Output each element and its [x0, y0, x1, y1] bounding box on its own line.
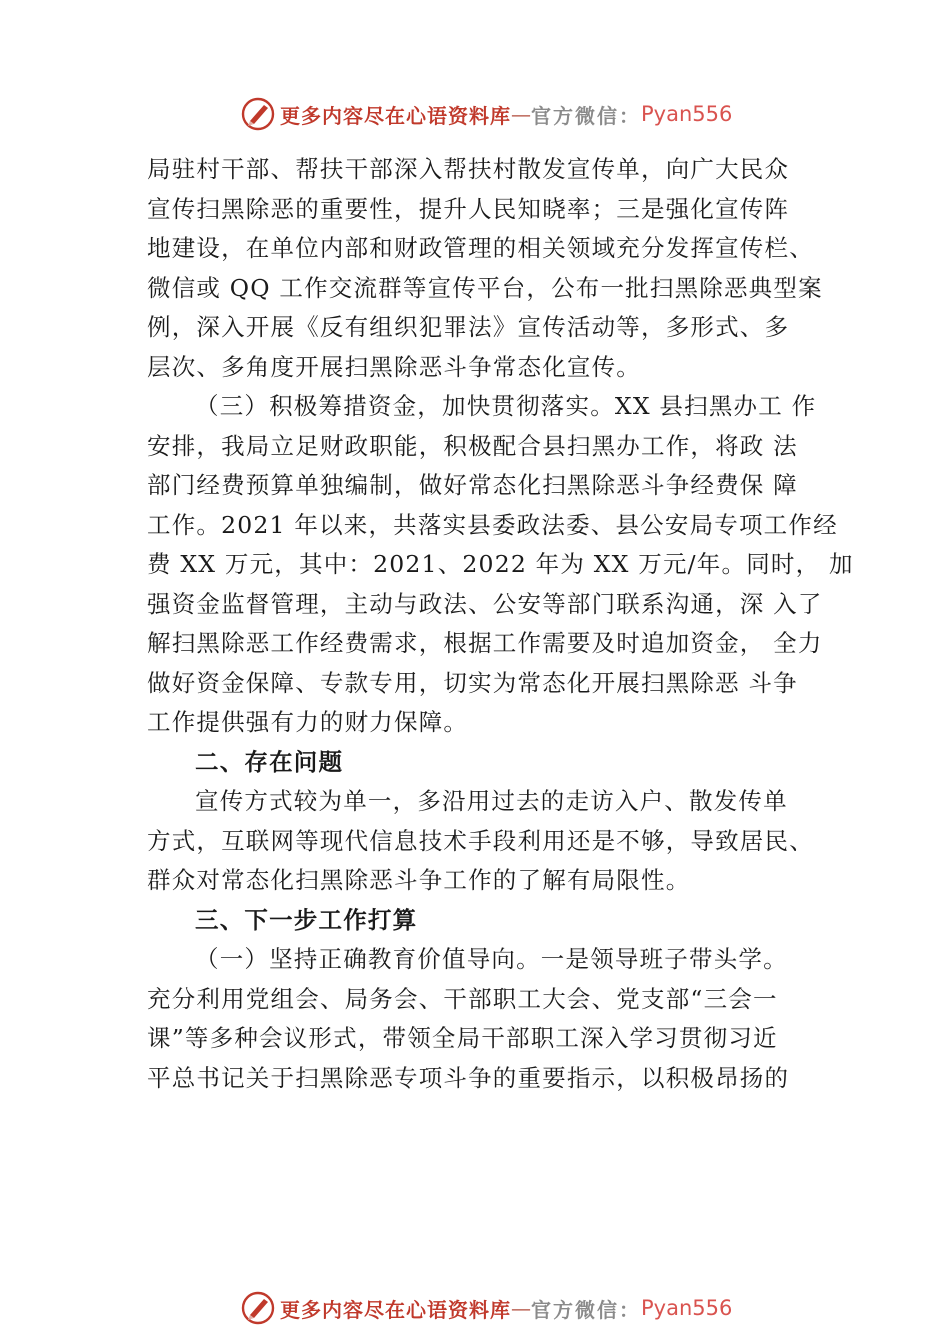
paragraph-line: 做好资金保障、专款专用，切实为常态化开展扫黑除恶 斗争	[147, 668, 798, 697]
watermark-separator: —	[511, 1296, 531, 1320]
paragraph-line: 宣传扫黑除恶的重要性，提升人民知晓率；三是强化宣传阵	[147, 194, 790, 223]
paragraph-line: 微信或 QQ 工作交流群等宣传平台，公布一批扫黑除恶典型案	[147, 273, 823, 302]
paragraph-line: 局驻村干部、帮扶干部深入帮扶村散发宣传单，向广大民众	[147, 155, 790, 183]
paragraph-line: 宣传方式较为单一，多沿用过去的走访入户、散发传单	[195, 787, 788, 815]
paragraph-line: 强资金监督管理，主动与政法、公安等部门联系沟通，深 入了	[147, 589, 823, 618]
paragraph-line: 充分利用党组会、局务会、干部职工大会、党支部“三会一	[147, 984, 778, 1013]
paragraph-line: 课”等多种会议形式，带领全局干部职工深入学习贯彻习近	[147, 1024, 778, 1052]
footer-watermark	[240, 1289, 732, 1327]
watermark-wechat-id: Pyan556	[641, 102, 733, 126]
paragraph-line: 部门经费预算单独编制，做好常态化扫黑除恶斗争经费保 障	[147, 471, 798, 499]
paragraph-line: 例，深入开展《反有组织犯罪法》宣传活动等，多形式、多	[147, 313, 790, 341]
paragraph-line: （三）积极筹措资金，加快贯彻落实。XX 县扫黑办工 作	[195, 392, 817, 420]
watermark-wechat-label: 官方微信：	[531, 1297, 641, 1322]
paragraph-line: 解扫黑除恶工作经费需求，根据工作需要及时追加资金， 全力	[147, 629, 823, 657]
document-body	[147, 150, 854, 1098]
paragraph-line: 费 XX 万元，其中：2021、2022 年为 XX 万元/年。同时， 加	[147, 550, 854, 578]
paragraph-line: 地建设，在单位内部和财政管理的相关领域充分发挥宣传栏、	[147, 234, 814, 262]
paragraph-line: 工作提供强有力的财力保障。	[147, 708, 469, 736]
paragraph-line: （一）坚持正确教育价值导向。一是领导班子带头学。	[195, 945, 788, 973]
paragraph-line: 工作。2021 年以来，共落实县委政法委、县公安局专项工作经	[147, 510, 838, 539]
paragraph-line: 方式，互联网等现代信息技术手段利用还是不够，导致居民、	[147, 826, 814, 855]
paragraph-line: 安排，我局立足财政职能，积极配合县扫黑办工作，将政 法	[147, 431, 798, 460]
watermark-wechat-label: 官方微信：	[531, 103, 641, 128]
pen-logo-icon	[240, 96, 276, 132]
watermark-title: 更多内容尽在心语资料库	[280, 1297, 511, 1322]
paragraph-line: 层次、多角度开展扫黑除恶斗争常态化宣传。	[147, 352, 641, 381]
watermark-wechat-id: Pyan556	[641, 1296, 733, 1320]
watermark-title: 更多内容尽在心语资料库	[280, 103, 511, 128]
pen-logo-icon	[240, 1290, 276, 1326]
section-heading: 三、下一步工作打算	[195, 905, 418, 934]
paragraph-line: 群众对常态化扫黑除恶斗争工作的了解有局限性。	[147, 866, 691, 894]
watermark-separator: —	[511, 102, 531, 126]
section-heading: 二、存在问题	[195, 747, 344, 776]
header-watermark	[240, 95, 732, 133]
paragraph-line: 平总书记关于扫黑除恶专项斗争的重要指示，以积极昂扬的	[147, 1063, 790, 1092]
